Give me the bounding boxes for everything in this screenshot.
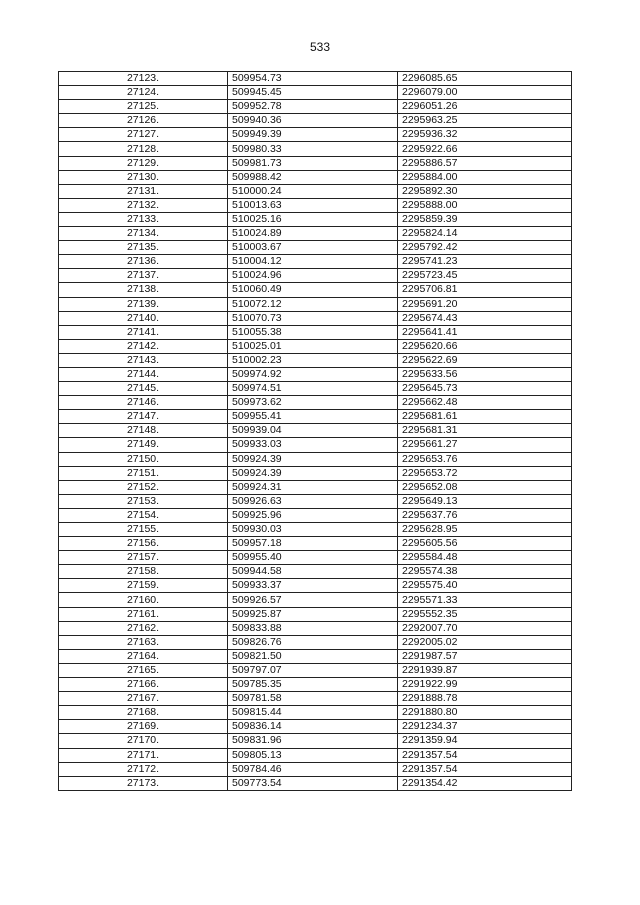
table-row (59, 579, 572, 593)
table-row (59, 692, 572, 706)
point-number-cell: 27153. (59, 494, 228, 508)
y-coordinate-cell: 2295620.66 (398, 339, 572, 353)
x-coordinate-cell: 510000.24 (228, 184, 398, 198)
y-coordinate-cell: 2291987.57 (398, 649, 572, 663)
x-coordinate-cell: 509949.39 (228, 128, 398, 142)
table-row (59, 227, 572, 241)
y-coordinate-cell: 2291359.94 (398, 734, 572, 748)
table-row (59, 508, 572, 522)
coordinates-table-body (59, 72, 572, 791)
y-coordinate-cell: 2296085.65 (398, 72, 572, 86)
y-coordinate-cell: 2295922.66 (398, 142, 572, 156)
y-coordinate-cell: 2295661.27 (398, 438, 572, 452)
x-coordinate-cell: 509973.62 (228, 396, 398, 410)
point-number-cell: 27133. (59, 212, 228, 226)
point-number-cell: 27145. (59, 382, 228, 396)
x-coordinate-cell: 509826.76 (228, 635, 398, 649)
point-number-cell: 27156. (59, 537, 228, 551)
point-number-cell: 27149. (59, 438, 228, 452)
y-coordinate-cell: 2295633.56 (398, 367, 572, 381)
y-coordinate-cell: 2295637.76 (398, 508, 572, 522)
point-number-cell: 27151. (59, 466, 228, 480)
point-number-cell: 27161. (59, 607, 228, 621)
point-number-cell: 27169. (59, 720, 228, 734)
x-coordinate-cell: 509981.73 (228, 156, 398, 170)
point-number-cell: 27141. (59, 325, 228, 339)
x-coordinate-cell: 510055.38 (228, 325, 398, 339)
point-number-cell: 27129. (59, 156, 228, 170)
point-number-cell: 27162. (59, 621, 228, 635)
y-coordinate-cell: 2291880.80 (398, 706, 572, 720)
point-number-cell: 27139. (59, 297, 228, 311)
x-coordinate-cell: 509924.39 (228, 466, 398, 480)
point-number-cell: 27160. (59, 593, 228, 607)
y-coordinate-cell: 2295681.61 (398, 410, 572, 424)
table-row (59, 678, 572, 692)
table-row (59, 565, 572, 579)
point-number-cell: 27138. (59, 283, 228, 297)
point-number-cell: 27146. (59, 396, 228, 410)
point-number-cell: 27165. (59, 663, 228, 677)
x-coordinate-cell: 509926.63 (228, 494, 398, 508)
x-coordinate-cell: 509933.03 (228, 438, 398, 452)
y-coordinate-cell: 2295628.95 (398, 523, 572, 537)
x-coordinate-cell: 509955.41 (228, 410, 398, 424)
x-coordinate-cell: 509926.57 (228, 593, 398, 607)
y-coordinate-cell: 2295653.76 (398, 452, 572, 466)
point-number-cell: 27140. (59, 311, 228, 325)
table-row (59, 720, 572, 734)
y-coordinate-cell: 2291922.99 (398, 678, 572, 692)
y-coordinate-cell: 2295552.35 (398, 607, 572, 621)
x-coordinate-cell: 509930.03 (228, 523, 398, 537)
point-number-cell: 27172. (59, 762, 228, 776)
point-number-cell: 27142. (59, 339, 228, 353)
point-number-cell: 27168. (59, 706, 228, 720)
y-coordinate-cell: 2295652.08 (398, 480, 572, 494)
table-row (59, 367, 572, 381)
x-coordinate-cell: 510003.67 (228, 241, 398, 255)
y-coordinate-cell: 2295605.56 (398, 537, 572, 551)
x-coordinate-cell: 509925.96 (228, 508, 398, 522)
x-coordinate-cell: 509925.87 (228, 607, 398, 621)
table-row (59, 410, 572, 424)
y-coordinate-cell: 2295681.31 (398, 424, 572, 438)
page-number: 533 (309, 40, 331, 54)
point-number-cell: 27137. (59, 269, 228, 283)
y-coordinate-cell: 2291888.78 (398, 692, 572, 706)
y-coordinate-cell: 2295622.69 (398, 353, 572, 367)
x-coordinate-cell: 509980.33 (228, 142, 398, 156)
table-row (59, 762, 572, 776)
table-row (59, 170, 572, 184)
x-coordinate-cell: 510024.96 (228, 269, 398, 283)
table-row (59, 706, 572, 720)
point-number-cell: 27173. (59, 776, 228, 790)
y-coordinate-cell: 2295641.41 (398, 325, 572, 339)
x-coordinate-cell: 509957.18 (228, 537, 398, 551)
point-number-cell: 27134. (59, 227, 228, 241)
y-coordinate-cell: 2291354.42 (398, 776, 572, 790)
x-coordinate-cell: 509924.31 (228, 480, 398, 494)
table-row (59, 480, 572, 494)
x-coordinate-cell: 509954.73 (228, 72, 398, 86)
point-number-cell: 27157. (59, 551, 228, 565)
y-coordinate-cell: 2295691.20 (398, 297, 572, 311)
table-row (59, 128, 572, 142)
y-coordinate-cell: 2295653.72 (398, 466, 572, 480)
x-coordinate-cell: 509781.58 (228, 692, 398, 706)
x-coordinate-cell: 509940.36 (228, 114, 398, 128)
y-coordinate-cell: 2295706.81 (398, 283, 572, 297)
y-coordinate-cell: 2295824.14 (398, 227, 572, 241)
x-coordinate-cell: 509836.14 (228, 720, 398, 734)
table-row (59, 635, 572, 649)
table-row (59, 86, 572, 100)
point-number-cell: 27144. (59, 367, 228, 381)
x-coordinate-cell: 509805.13 (228, 748, 398, 762)
y-coordinate-cell: 2295741.23 (398, 255, 572, 269)
table-row (59, 649, 572, 663)
table-row (59, 537, 572, 551)
x-coordinate-cell: 510060.49 (228, 283, 398, 297)
point-number-cell: 27130. (59, 170, 228, 184)
x-coordinate-cell: 509944.58 (228, 565, 398, 579)
table-row (59, 382, 572, 396)
table-row (59, 396, 572, 410)
point-number-cell: 27131. (59, 184, 228, 198)
x-coordinate-cell: 509955.40 (228, 551, 398, 565)
table-row (59, 523, 572, 537)
y-coordinate-cell: 2295886.57 (398, 156, 572, 170)
table-row (59, 241, 572, 255)
y-coordinate-cell: 2292005.02 (398, 635, 572, 649)
y-coordinate-cell: 2296051.26 (398, 100, 572, 114)
y-coordinate-cell: 2295792.42 (398, 241, 572, 255)
x-coordinate-cell: 509933.37 (228, 579, 398, 593)
x-coordinate-cell: 509952.78 (228, 100, 398, 114)
x-coordinate-cell: 509974.51 (228, 382, 398, 396)
table-row (59, 269, 572, 283)
x-coordinate-cell: 509988.42 (228, 170, 398, 184)
table-row (59, 297, 572, 311)
y-coordinate-cell: 2292007.70 (398, 621, 572, 635)
table-row (59, 551, 572, 565)
point-number-cell: 27163. (59, 635, 228, 649)
y-coordinate-cell: 2295574.38 (398, 565, 572, 579)
x-coordinate-cell: 510025.16 (228, 212, 398, 226)
point-number-cell: 27154. (59, 508, 228, 522)
table-row (59, 283, 572, 297)
table-row (59, 621, 572, 635)
point-number-cell: 27148. (59, 424, 228, 438)
point-number-cell: 27158. (59, 565, 228, 579)
y-coordinate-cell: 2295575.40 (398, 579, 572, 593)
table-row (59, 593, 572, 607)
point-number-cell: 27147. (59, 410, 228, 424)
table-row (59, 100, 572, 114)
table-row (59, 452, 572, 466)
x-coordinate-cell: 509974.92 (228, 367, 398, 381)
x-coordinate-cell: 509784.46 (228, 762, 398, 776)
point-number-cell: 27125. (59, 100, 228, 114)
x-coordinate-cell: 510070.73 (228, 311, 398, 325)
x-coordinate-cell: 510025.01 (228, 339, 398, 353)
y-coordinate-cell: 2295584.48 (398, 551, 572, 565)
y-coordinate-cell: 2291939.87 (398, 663, 572, 677)
y-coordinate-cell: 2295859.39 (398, 212, 572, 226)
table-row (59, 198, 572, 212)
y-coordinate-cell: 2296079.00 (398, 86, 572, 100)
table-row (59, 156, 572, 170)
table-row (59, 748, 572, 762)
y-coordinate-cell: 2295963.25 (398, 114, 572, 128)
x-coordinate-cell: 509797.07 (228, 663, 398, 677)
x-coordinate-cell: 509833.88 (228, 621, 398, 635)
table-row (59, 212, 572, 226)
table-row (59, 184, 572, 198)
table-row (59, 438, 572, 452)
point-number-cell: 27132. (59, 198, 228, 212)
table-row (59, 776, 572, 790)
point-number-cell: 27171. (59, 748, 228, 762)
table-row (59, 424, 572, 438)
table-row (59, 339, 572, 353)
y-coordinate-cell: 2295884.00 (398, 170, 572, 184)
x-coordinate-cell: 509939.04 (228, 424, 398, 438)
table-row (59, 114, 572, 128)
table-row (59, 353, 572, 367)
y-coordinate-cell: 2295645.73 (398, 382, 572, 396)
x-coordinate-cell: 509831.96 (228, 734, 398, 748)
table-row (59, 325, 572, 339)
point-number-cell: 27124. (59, 86, 228, 100)
point-number-cell: 27159. (59, 579, 228, 593)
point-number-cell: 27155. (59, 523, 228, 537)
table-row (59, 255, 572, 269)
table-row (59, 72, 572, 86)
x-coordinate-cell: 509924.39 (228, 452, 398, 466)
table-row (59, 142, 572, 156)
table-row (59, 734, 572, 748)
x-coordinate-cell: 510004.12 (228, 255, 398, 269)
x-coordinate-cell: 509785.35 (228, 678, 398, 692)
point-number-cell: 27136. (59, 255, 228, 269)
point-number-cell: 27128. (59, 142, 228, 156)
point-number-cell: 27152. (59, 480, 228, 494)
x-coordinate-cell: 510072.12 (228, 297, 398, 311)
table-row (59, 311, 572, 325)
x-coordinate-cell: 509773.54 (228, 776, 398, 790)
point-number-cell: 27127. (59, 128, 228, 142)
table-row (59, 494, 572, 508)
point-number-cell: 27167. (59, 692, 228, 706)
y-coordinate-cell: 2295888.00 (398, 198, 572, 212)
table-row (59, 607, 572, 621)
point-number-cell: 27170. (59, 734, 228, 748)
point-number-cell: 27150. (59, 452, 228, 466)
table-row (59, 663, 572, 677)
x-coordinate-cell: 509815.44 (228, 706, 398, 720)
y-coordinate-cell: 2291234.37 (398, 720, 572, 734)
x-coordinate-cell: 510013.63 (228, 198, 398, 212)
y-coordinate-cell: 2295662.48 (398, 396, 572, 410)
point-number-cell: 27126. (59, 114, 228, 128)
y-coordinate-cell: 2291357.54 (398, 748, 572, 762)
x-coordinate-cell: 509945.45 (228, 86, 398, 100)
x-coordinate-cell: 510002.23 (228, 353, 398, 367)
y-coordinate-cell: 2295649.13 (398, 494, 572, 508)
y-coordinate-cell: 2295892.30 (398, 184, 572, 198)
point-number-cell: 27164. (59, 649, 228, 663)
y-coordinate-cell: 2295571.33 (398, 593, 572, 607)
x-coordinate-cell: 510024.89 (228, 227, 398, 241)
point-number-cell: 27166. (59, 678, 228, 692)
table-row (59, 466, 572, 480)
y-coordinate-cell: 2295723.45 (398, 269, 572, 283)
point-number-cell: 27123. (59, 72, 228, 86)
y-coordinate-cell: 2295936.32 (398, 128, 572, 142)
coordinates-table (58, 71, 572, 791)
y-coordinate-cell: 2295674.43 (398, 311, 572, 325)
point-number-cell: 27135. (59, 241, 228, 255)
x-coordinate-cell: 509821.50 (228, 649, 398, 663)
y-coordinate-cell: 2291357.54 (398, 762, 572, 776)
point-number-cell: 27143. (59, 353, 228, 367)
